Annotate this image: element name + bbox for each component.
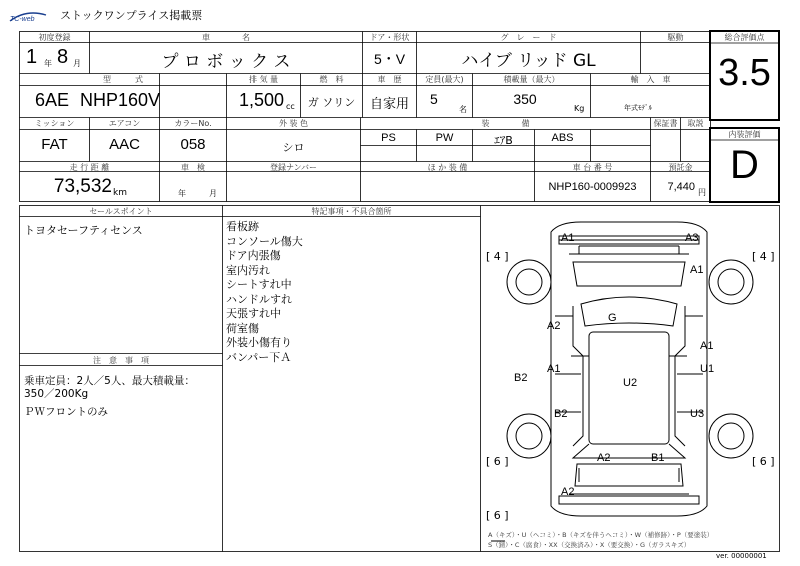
first-reg-month-unit: 月 [73,59,81,68]
car-name-value: プ ロ ボ ッ ク ス [161,52,291,72]
capacity-unit: 名 [459,105,467,114]
equipment-4: ABS [551,132,574,144]
label-mileage: 走 行 距 離 [69,163,110,172]
door-shape-value: 5・V [373,51,406,67]
note-item: コンソール傷大 [226,234,303,248]
equipment-2: PW [435,132,454,144]
label-exterior-color: 外 装 色 [278,119,309,128]
inspection-year-unit: 年 [178,189,186,198]
label-cautions: 注 意 事 項 [93,356,149,365]
label-mission: ミッション [34,119,75,128]
damage-mark-b2-left: B2 [514,372,528,384]
model-year-label: 年式ﾓﾃﾞﾙ [624,104,652,112]
exterior-color-value: シロ [282,141,305,154]
tire-label-front-right: [ 4 ] [752,250,775,263]
label-color-no: カラーNo. [174,119,212,128]
label-interior-score: 内装評価 [728,130,761,139]
version-label: ver. 00000001 [716,552,767,560]
overall-score-value: 3.5 [718,52,771,94]
grade-value: ハイブ リッド GL [461,51,596,71]
note-item: 室内汚れ [226,263,270,277]
note-item: シートすれ中 [226,278,292,291]
damage-legend-line1: A（キズ）・U（ヘコミ）・B（キズを伴うヘコミ）・W（補修跡）・P（要塗装） [488,531,714,539]
logo-text: TC-web [10,16,35,23]
displacement-unit: cc [286,102,295,111]
page-title: ストックワンプライス掲載票 [60,9,203,22]
damage-mark-a2-rear: A2 [597,452,611,464]
note-item: バンパー下Ａ [226,350,292,364]
engine-value: 6AE [34,90,70,110]
label-sales-point: セールスポイント [89,207,153,216]
displacement-value: 1,500 [238,90,284,110]
damage-mark-a1-fender-right: A1 [690,264,704,276]
first-reg-month: 8 [57,46,69,68]
damage-mark-a2-door-left: A2 [547,320,561,332]
label-first-reg: 初度登録 [38,33,71,42]
mission-value: FAT [41,136,68,153]
caution-item: 乗車定員：2人／5人、最大積載量： [24,375,195,387]
damage-mark-b1-rear: B1 [651,452,665,464]
label-aircon: エアコン [108,119,141,128]
tire-label-rear-right: [ 6 ] [752,455,775,468]
damage-mark-a1-left-mid: A1 [547,363,561,375]
label-grade: グ レ ー ド [500,33,557,42]
note-item: 外装小傷有り [226,336,292,349]
fuel-value: ガ ソリン [307,96,356,109]
mileage-unit: km [113,188,127,198]
label-overall-score: 総合評価点 [724,33,765,42]
damage-legend-line2: S（錆）・C（腐食）・XX（交換済み）・X（要交換）・G（ガラスキズ） [488,541,691,549]
color-no-value: 058 [180,136,206,153]
damage-mark-u2-roof: U2 [623,377,638,389]
damage-mark-g-windshield: G [608,312,617,324]
damage-mark-a2-bumper: A2 [561,486,575,498]
label-load: 積載量（最大） [503,75,560,84]
damage-mark-a1-door-right: A1 [700,340,714,352]
tire-label-front-left: [ 4 ] [486,250,509,263]
model-value: NHP160V [80,90,161,110]
interior-score-value: D [730,143,759,187]
label-chassis-no: 車 台 番 号 [572,163,613,172]
load-unit: Kg [574,104,585,113]
label-plate: 登録ナンバー [269,163,318,172]
note-item: 天張すれ中 [226,307,281,320]
label-deposit: 預託金 [668,163,693,172]
note-item: 看板跡 [226,220,259,233]
note-item: 荷室傷 [226,321,259,335]
caution-item: ＰＷフロントのみ [24,406,108,418]
notes-list [226,220,303,365]
history-value: 自家用 [369,97,409,112]
tire-label-rear-left: [ 6 ] [486,455,509,468]
load-value: 350 [513,91,537,107]
damage-mark-a1-front-left: A1 [561,232,575,244]
label-fuel: 燃 料 [319,75,344,84]
equipment-1: PS [381,132,396,144]
label-equipment: 装 備 [481,119,530,128]
damage-mark-a3-front-right: A3 [685,232,699,244]
deposit-value: 7,440 [667,181,695,193]
mileage-value: 73,532 [53,176,112,197]
sales-point-item: トヨタセーフティセンス [24,224,143,237]
label-import: 輸 入 車 [630,75,671,84]
label-manual: 取説 [687,119,704,128]
note-item: ドア内張傷 [226,249,281,262]
aircon-value: AAC [109,136,140,153]
caution-item: 350／200Kg [24,388,89,400]
first-reg-year-unit: 年 [44,59,52,68]
note-item: ハンドルすれ [226,292,292,306]
label-notes: 特記事項・不具合箇所 [311,207,392,216]
label-door-shape: ドア・形状 [369,33,410,42]
label-warranty: 保証書 [653,119,678,128]
damage-mark-u1-right: U1 [700,363,715,375]
first-reg-year: 1 [26,46,38,68]
capacity-value: 5 [430,91,438,107]
deposit-unit: 円 [698,188,706,197]
damage-mark-b2-left-rear: B2 [554,408,568,420]
inspection-month-unit: 月 [209,189,217,198]
label-history: 車 歴 [377,75,402,84]
equipment-3: ｴｱB [494,134,513,147]
chassis-no-value: NHP160-0009923 [548,181,637,193]
label-capacity: 定員(最大) [425,75,464,84]
label-model: 型 式 [103,75,143,84]
tire-label-spare: [ 6 ] [486,509,509,522]
label-car-name: 車 名 [202,33,250,42]
label-drive: 駆動 [667,33,684,42]
damage-mark-u3-right-rear: U3 [690,408,705,420]
label-displacement: 排 気 量 [248,75,279,84]
label-other-equipment: ほ か 装 備 [427,163,468,172]
label-inspection: 車 検 [181,163,205,172]
